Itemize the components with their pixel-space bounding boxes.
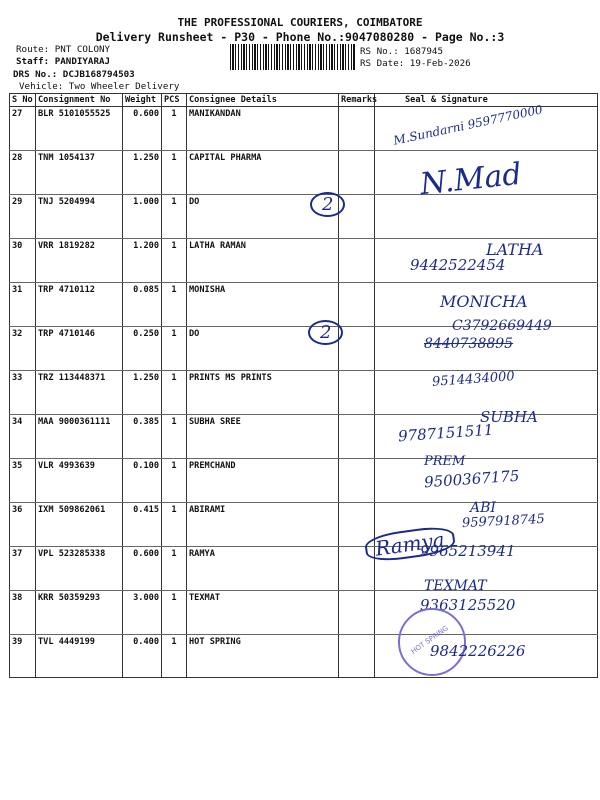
cell-sno: 39: [10, 635, 36, 678]
cell-remarks: [339, 327, 375, 371]
cell-pcs: 1: [162, 151, 187, 195]
cell-remarks: [339, 459, 375, 503]
cell-remarks: [339, 151, 375, 195]
cell-consignee: DO: [187, 327, 339, 371]
cell-remarks: [339, 239, 375, 283]
cell-consignee: MONISHA: [187, 283, 339, 327]
remark-row-29: 2: [310, 192, 345, 217]
cell-consignment: TRZ 113448371: [36, 371, 123, 415]
cell-consignee: LATHA RAMAN: [187, 239, 339, 283]
cell-pcs: 1: [162, 547, 187, 591]
cell-consignee: PRINTS MS PRINTS: [187, 371, 339, 415]
cell-weight: 0.600: [123, 107, 162, 151]
phone-row-32: 8440738895: [424, 336, 514, 352]
phone-row-30: 9442522454: [410, 256, 506, 274]
cell-consignment: VRR 1819282: [36, 239, 123, 283]
cell-consignment: VLR 4993639: [36, 459, 123, 503]
hot-spring-stamp: HOT SPRING: [398, 608, 466, 676]
cell-consignee: TEXMAT: [187, 591, 339, 635]
runsheet-subtitle: Delivery Runsheet - P30 - Phone No.:9047080280 - Page No.:3: [95, 30, 505, 44]
cell-consignment: TNJ 5204994: [36, 195, 123, 239]
cell-weight: 1.000: [123, 195, 162, 239]
cell-remarks: [339, 371, 375, 415]
cell-consignment: BLR 5101055525: [36, 107, 123, 151]
cell-remarks: [339, 283, 375, 327]
cell-consignee: HOT SPRING: [187, 635, 339, 678]
cell-consignment: TVL 4449199: [36, 635, 123, 678]
cell-weight: 1.250: [123, 151, 162, 195]
cell-consignment: TRP 4710112: [36, 283, 123, 327]
phone-row-34: 9787151511: [397, 420, 494, 446]
rs-number: RS No.: 1687945: [360, 46, 443, 57]
signature-row-28: N.Mad: [418, 156, 524, 203]
cell-weight: 3.000: [123, 591, 162, 635]
cell-sno: 31: [10, 283, 36, 327]
remark-row-32: 2: [308, 320, 343, 345]
cell-pcs: 1: [162, 239, 187, 283]
cell-sno: 36: [10, 503, 36, 547]
cell-pcs: 1: [162, 503, 187, 547]
cell-consignee: ABIRAMI: [187, 503, 339, 547]
cell-remarks: [339, 107, 375, 151]
cell-sno: 32: [10, 327, 36, 371]
cell-weight: 0.400: [123, 635, 162, 678]
cell-pcs: 1: [162, 107, 187, 151]
cell-weight: 0.600: [123, 547, 162, 591]
cell-sno: 28: [10, 151, 36, 195]
cell-pcs: 1: [162, 415, 187, 459]
cell-consignment: TNM 1054137: [36, 151, 123, 195]
cell-consignee: PREMCHAND: [187, 459, 339, 503]
cell-pcs: 1: [162, 371, 187, 415]
cell-weight: 0.385: [123, 415, 162, 459]
cell-pcs: 1: [162, 635, 187, 678]
col-pcs: PCS: [162, 94, 187, 107]
phone-row-37: 9965213941: [420, 542, 516, 560]
cell-remarks: [339, 591, 375, 635]
cell-weight: 1.250: [123, 371, 162, 415]
cell-consignment: KRR 50359293: [36, 591, 123, 635]
cell-sno: 27: [10, 107, 36, 151]
phone-row-33: 9514434000: [431, 369, 516, 390]
cell-consignment: TRP 4710146: [36, 327, 123, 371]
barcode: [230, 44, 356, 70]
note-row-32: C3792669449: [452, 318, 552, 334]
cell-weight: 0.085: [123, 283, 162, 327]
cell-consignee: MANIKANDAN: [187, 107, 339, 151]
cell-sno: 33: [10, 371, 36, 415]
phone-row-38: 9363125520: [420, 596, 516, 614]
col-consignee: Consignee Details: [187, 94, 339, 107]
phone-row-39: 9842226226: [430, 642, 526, 660]
cell-consignee: DO: [187, 195, 339, 239]
signature-row-27: M.Sundarni 9597770000: [392, 102, 544, 148]
col-sno: S No: [10, 94, 36, 107]
cell-sno: 38: [10, 591, 36, 635]
cell-pcs: 1: [162, 283, 187, 327]
company-title: THE PROFESSIONAL COURIERS, COIMBATORE: [177, 16, 423, 29]
signature-row-30: LATHA: [486, 240, 544, 259]
phone-row-35: 9500367175: [423, 466, 520, 492]
table-header: [10, 94, 598, 107]
col-weight: Weight: [123, 94, 162, 107]
cell-pcs: 1: [162, 591, 187, 635]
col-consignment: Consignment No: [36, 94, 123, 107]
vehicle: Vehicle: Two Wheeler Delivery: [19, 81, 180, 92]
cell-seal: [375, 195, 598, 239]
table-row: [10, 195, 598, 239]
drs-number: DRS No.: DCJB168794503: [13, 69, 135, 80]
signature-row-35: PREM: [424, 454, 466, 469]
cell-sno: 29: [10, 195, 36, 239]
phone-row-36: 9597918745: [461, 511, 546, 532]
cell-pcs: 1: [162, 459, 187, 503]
staff: Staff: PANDIYARAJ: [16, 56, 111, 67]
cell-consignee: SUBHA SREE: [187, 415, 339, 459]
cell-consignee: RAMYA: [187, 547, 339, 591]
col-remarks: Remarks: [339, 94, 375, 107]
signature-row-34: SUBHA: [480, 408, 538, 426]
cell-sno: 35: [10, 459, 36, 503]
signature-row-38: TEXMAT: [424, 578, 487, 594]
cell-sno: 30: [10, 239, 36, 283]
signature-row-36: ABI: [470, 500, 496, 516]
cell-consignment: IXM 509862061: [36, 503, 123, 547]
cell-consignee: CAPITAL PHARMA: [187, 151, 339, 195]
cell-weight: 0.415: [123, 503, 162, 547]
cell-sno: 37: [10, 547, 36, 591]
cell-remarks: [339, 415, 375, 459]
cell-sno: 34: [10, 415, 36, 459]
cell-remarks: [339, 635, 375, 678]
cell-pcs: 1: [162, 327, 187, 371]
rs-date: RS Date: 19-Feb-2026: [360, 58, 471, 69]
cell-consignment: MAA 9000361111: [36, 415, 123, 459]
cell-pcs: 1: [162, 195, 187, 239]
cell-consignment: VPL 523285338: [36, 547, 123, 591]
cell-weight: 1.200: [123, 239, 162, 283]
col-seal: Seal & Signature: [375, 94, 598, 107]
cell-weight: 0.250: [123, 327, 162, 371]
signature-row-37: Ramya: [363, 524, 456, 564]
route: Route: PNT COLONY: [16, 44, 111, 55]
cell-weight: 0.100: [123, 459, 162, 503]
signature-row-31: MONICHA: [440, 292, 528, 311]
